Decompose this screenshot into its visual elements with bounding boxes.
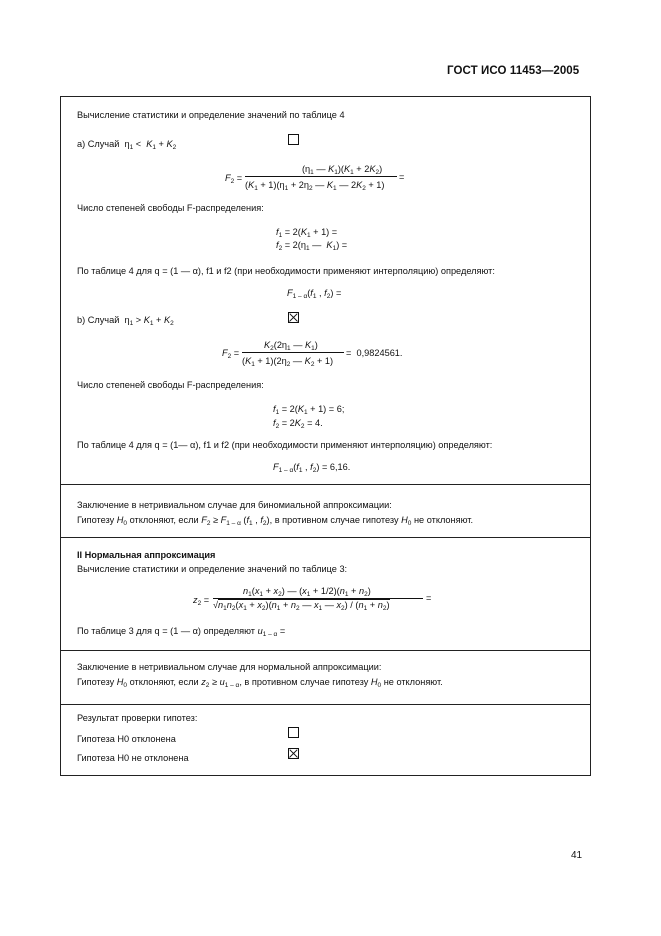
result-rejected-label: Гипотеза H0 отклонена [77,734,176,744]
f2-denominator: $(K_1 + 1)(\eta_1 + 2\eta_2$ — $K_1$ — $2K_2 + 1$) [245,180,385,192]
case-b-checkbox[interactable] [288,312,299,323]
divider [60,650,591,651]
F-quantile-b: $F_{1 - \alpha}(f_1$ , $f_2) = 6,16$. [273,462,351,474]
section-normal-intro: Вычисление статистики и определение значений по таблице 3: [77,564,348,574]
binomial-intro: Вычисление статистики и определение значений по таблице 4 [77,110,345,120]
f2-symbol: $F_2$ = [225,173,243,185]
case-a-row [77,139,176,149]
z2-numerator: $n_1(x_1 + x_2)$ — $(x_1 + 1/2)(n_1 + n_2)$ [243,586,371,598]
case-b-row [77,315,174,325]
divider [60,704,591,705]
f2-dof-formula-a: $f_2 = 2(\eta_1$ — $K_1$) = [276,240,348,252]
fraction-bar [245,176,397,177]
conclusion-binomial-text: Гипотезу $H_0$ отклоняют, если $F_2 \ge F_{1 - \alpha}$ ($f_1$ , $f_2$), в противном случае гипотезу $H_0$ не отклоняют. [77,515,473,527]
section-normal-title: II Нормальная аппроксимация [77,550,216,560]
f1-formula-b: $f_1 = 2(K_1 + 1) = 6$; [273,404,345,416]
result-not-rejected-label: Гипотеза H0 не отклонена [77,753,189,763]
z2-denominator: $√n_1n_2(x_1 + x_2)(n_1 + n_2$ — $x_1$ — $x_2) / (n_1 + n_2)$ [213,600,390,612]
f2-symbol-b: $F_2$ = [222,348,240,360]
result-rejected-checkbox[interactable] [288,727,299,738]
divider [60,484,591,485]
conclusion-normal-text: Гипотезу $H_0$ отклоняют, если $z_2 \ge u_{1 - \alpha}$, в противном случае гипотезу $H_0$ не отклоняют. [77,677,443,689]
f2b-result: = 0,9824561. [346,348,403,358]
result-not-rejected-checkbox[interactable] [288,748,299,759]
f1-formula-a: $f_1 = 2(K_1 + 1)$ = [276,227,338,239]
case-a-checkbox[interactable] [288,134,299,145]
case-b-label: b) Случай [77,315,120,325]
dof-label-b: Число степеней свободы F-распределения: [77,380,264,390]
conclusion-binomial-title: Заключение в нетривиальном случае для биномиальной аппроксимации: [77,500,392,510]
divider [60,537,591,538]
z2-symbol: $z_2$ = [193,595,210,607]
f2b-numerator: $K_2(2\eta_1$ — $K_1$) [264,340,318,352]
page-number: 41 [571,850,583,861]
f2b-denominator: $(K_1 + 1)(2\eta_2$ — $K_2 + 1$) [242,356,334,368]
case-a-condition: $\eta_1 < K_1 + K_2$ [121,139,177,151]
fraction-bar [242,352,344,353]
f2-dof-formula-b: $f_2 = 2K_2 = 4$. [273,418,323,430]
conclusion-normal-title: Заключение в нетривиальном случае для нормальной аппроксимации: [77,662,382,672]
form-frame [60,96,591,776]
dof-label-a: Число степеней свободы F-распределения: [77,203,264,213]
result-title: Результат проверки гипотез: [77,713,198,723]
table-line-normal: По таблице 3 для q = (1 — α) определяют $u_{1 - \alpha}$ = [77,626,286,638]
case-a-label: a) Случай [77,139,120,149]
equals-sign: = [426,593,432,603]
F-quantile-a: $F_{1 - \alpha}(f_1$ , $f_2$) = [287,288,342,300]
f2-numerator: ($\eta_1$ — $K_1)(K_1 + 2K_2)$ [302,164,383,176]
table-line-a: По таблице 4 для q = (1 — α), f1 и f2 (при необходимости применяют интерполяцию) определяют: [77,266,495,276]
table-line-b: По таблице 4 для q = (1— α), f1 и f2 (при необходимости применяют интерполяцию) определяют: [77,440,493,450]
equals-sign: = [399,172,405,182]
case-b-condition: $\eta_1 > K_1 + K_2$ [121,315,174,327]
document-standard-header: ГОСТ ИСО 11453—2005 [447,65,580,77]
